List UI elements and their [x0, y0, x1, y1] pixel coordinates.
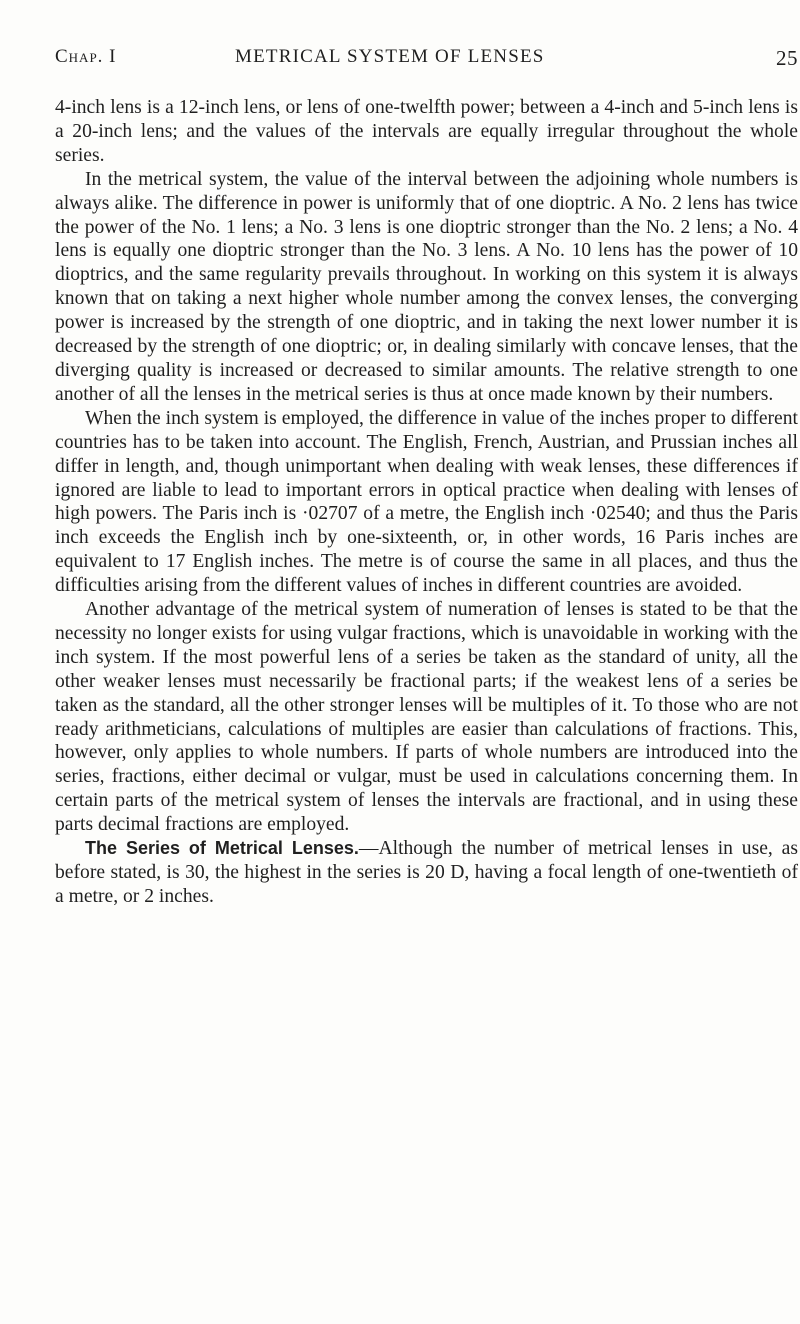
paragraph-text: —Although the number of metrical lenses in use, as before stated, is 30, the highest in the series is 20 D, having a focal length of one-twentieth of a metre, or 2 inches.: [55, 838, 798, 907]
paragraph: 4-inch lens is a 12-inch lens, or lens of one-twelfth power; between a 4-inch and 5-inch lens is a 20-inch lens; and the values of the intervals are equally irregular throughout the whole series.: [55, 97, 798, 166]
page-number: 25: [776, 46, 798, 70]
running-head: [55, 46, 798, 74]
paragraph: Another advantage of the metrical system of numeration of lenses is stated to be that the necessity no longer exists for using vulgar fractions, which is unavoidable in working with the inch system. If the most powerful lens of a series be taken as the standard of unity, all the other weaker lenses must necessarily be fractional parts; if the weakest lens of a series be taken as the standard, all the other stronger lenses will be multiples of it. To those who are not ready arithmeticians, calculations of multiples are easier than calculations of fractions. This, however, only applies to whole numbers. If parts of whole numbers are introduced into the series, fractions, either decimal or vulgar, must be used in calculations concerning them. In certain parts of the metrical system of lenses the intervals are fractional, and in using these parts decimal fractions are employed.: [55, 599, 798, 836]
body-text: [55, 96, 798, 909]
running-title: METRICAL SYSTEM OF LENSES: [235, 46, 545, 67]
paragraph: When the inch system is employed, the difference in value of the inches proper to different countries has to be taken into account. The English, French, Austrian, and Prussian inches all differ in length, and, though unimportant when dealing with weak lenses, these differences if ignored are liable to lead to important errors in optical practice when dealing with lenses of high powers. The Paris inch is ·02707 of a metre, the English inch ·02540; and thus the Paris inch exceeds the English inch by one-sixteenth, or, in other words, 16 Paris inches are equivalent to 17 English inches. The metre is of course the same in all places, and thus the difficulties arising from the different values of inches in different countries are avoided.: [55, 407, 798, 597]
paragraph: [55, 837, 798, 909]
paragraph: In the metrical system, the value of the interval between the adjoining whole numbers is always alike. The difference in power is uniformly that of one dioptric. A No. 2 lens has twice the power of the No. 1 lens; a No. 3 lens is one dioptric stronger than the No. 2 lens; a No. 4 lens is equally one dioptric stronger than the No. 3 lens. A No. 10 lens has the power of 10 dioptrics, and the same regularity prevails throughout. In working on this system it is always known that on taking a next higher whole number among the convex lenses, the converging power is increased by the strength of one dioptric, and in taking the next lower number it is decreased by the strength of one dioptric; or, in dealing similarly with concave lenses, that the diverging quality is increased or decreased to similar amounts. The relative strength to one another of all the lenses in the metrical series is thus at once made known by their numbers.: [55, 168, 798, 405]
section-heading: The Series of Metrical Lenses.: [85, 838, 359, 859]
chapter-label: Chap. I: [55, 46, 117, 67]
